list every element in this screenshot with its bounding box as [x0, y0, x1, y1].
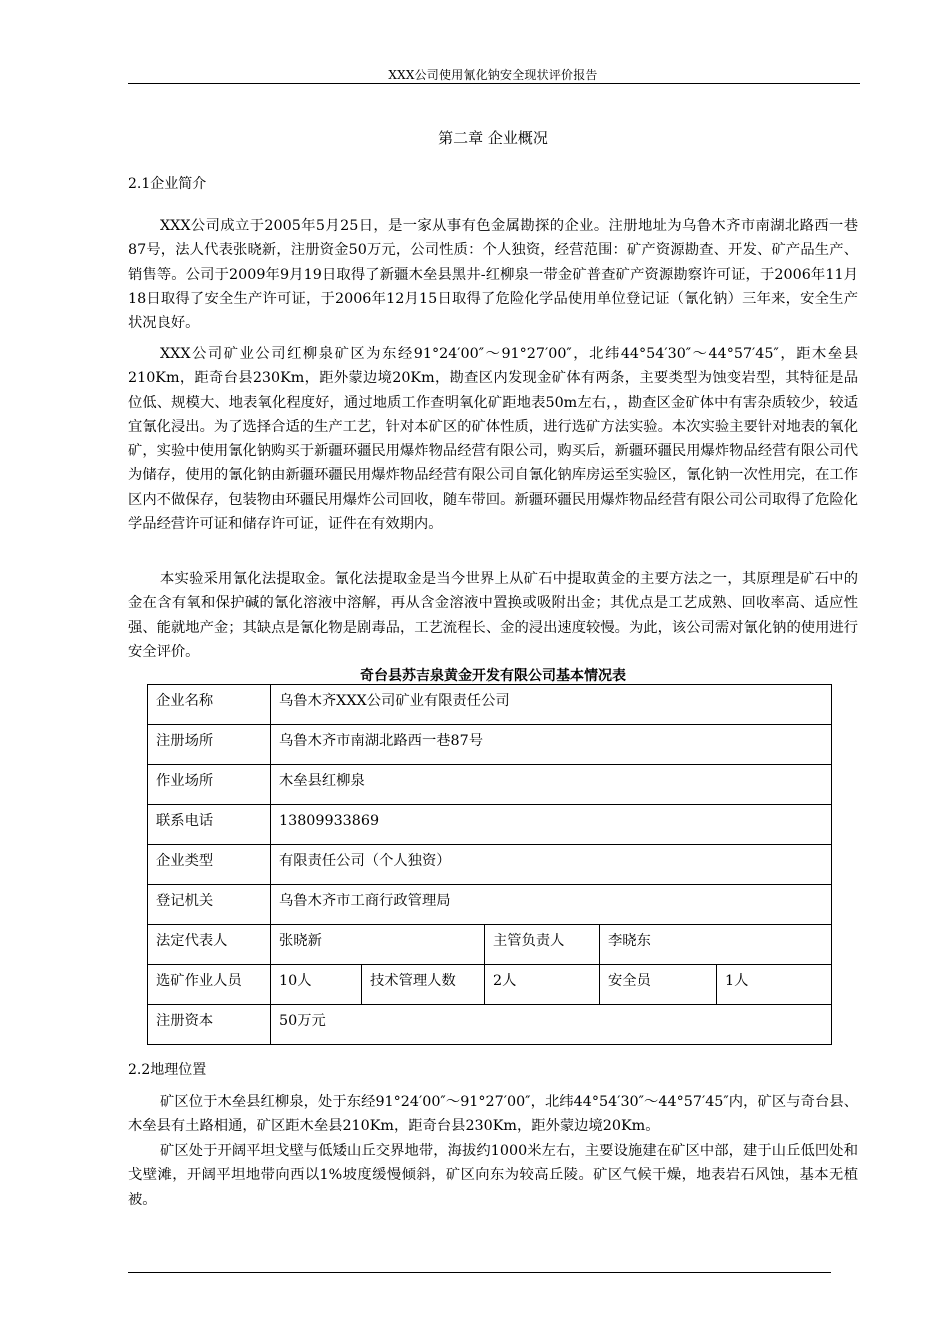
section-heading-2-1: 2.1企业简介 [128, 176, 207, 192]
cell-label: 技术管理人数 [362, 965, 485, 1005]
paragraph-mine-area: XXX公司矿业公司红柳泉矿区为东经91°24′00″～91°27′00″，北纬44°54′30″～44°57′45″，距木垒县210Km，距奇台县230Km，距外蒙边境20Km，勘查区内发现金矿体有两条，主要类型为蚀变岩型，其特征是品位低、规模大、地表氧化程度好，通过地质工作查明氧化矿距地表50m左右，，勘查区金矿体中有害杂质较少，较适宜氰化浸出。为了选择合适的生产工艺，针对本矿区的矿体性质，进行选矿方法实验。本次实验主要针对地表的氧化矿，实验中使用氰化钠购买于新疆环疆民用爆炸物品经营有限公司，购买后，新疆环疆民用爆炸物品经营有限公司代为储存，使用的氰化钠由新疆环疆民用爆炸物品经营有限公司自氰化钠库房运至实验区，氰化钠一次性用完，在工作区内不做保存，包装物由环疆民用爆炸公司回收，随车带回。新疆环疆民用爆炸物品经营有限公司公司取得了危险化学品经营许可证和储存许可证，证件在有效期内。 [128, 346, 858, 533]
paragraph-method: 本实验采用氰化法提取金。氰化法提取金是当今世界上从矿石中提取黄金的主要方法之一，其原理是矿石中的金在含有氧和保护碱的氰化溶液中溶解，再从含金溶液中置换或吸附出金；其优点是工艺成熟、回收率高、适应性强、能就地产金；其缺点是氰化物是剧毒品，工艺流程长、金的浸出速度较慢。为此，该公司需对氰化钠的使用进行安全评价。 [128, 571, 858, 660]
cell-label: 注册场所 [148, 725, 271, 765]
cell-value: 有限责任公司（个人独资） [271, 845, 832, 885]
cell-value: 2人 [485, 965, 600, 1005]
cell-label: 主管负责人 [485, 925, 600, 965]
table-row [148, 885, 832, 925]
table-row [148, 805, 832, 845]
table-row [148, 965, 832, 1005]
cell-value: 乌鲁木齐XXX公司矿业有限责任公司 [271, 685, 832, 725]
cell-label: 选矿作业人员 [148, 965, 271, 1005]
cell-label: 法定代表人 [148, 925, 271, 965]
cell-value: 张晓新 [271, 925, 485, 965]
cell-value: 50万元 [271, 1005, 832, 1045]
header-rule [128, 83, 860, 84]
company-info-table [147, 684, 832, 1045]
cell-value: 10人 [271, 965, 362, 1005]
table-row [148, 1005, 832, 1045]
cell-label: 登记机关 [148, 885, 271, 925]
chapter-title: 第二章 企业概况 [438, 129, 548, 147]
cell-label: 联系电话 [148, 805, 271, 845]
paragraph-intro: XXX公司成立于2005年5月25日，是一家从事有色金属勘探的企业。注册地址为乌鲁木齐市南湖北路西一巷87号，法人代表张晓新，注册资金50万元，公司性质：个人独资，经营范围：矿产资源勘查、开发、矿产品生产、销售等。公司于2009年9月19日取得了新疆木垒县黑井-红柳泉一带金矿普查矿产资源勘察许可证，于2006年11月18日取得了安全生产许可证，于2006年12月15日取得了危险化学品使用单位登记证（氰化钠）三年来，安全生产状况良好。 [128, 218, 858, 332]
table-row [148, 725, 832, 765]
table-title: 奇台县苏吉泉黄金开发有限公司基本情况表 [360, 668, 626, 684]
cell-label: 注册资本 [148, 1005, 271, 1045]
cell-value: 木垒县红柳泉 [271, 765, 832, 805]
section-heading-2-2: 2.2地理位置 [128, 1062, 207, 1078]
cell-label: 安全员 [600, 965, 717, 1005]
paragraph-terrain: 矿区处于开阔平坦戈壁与低矮山丘交界地带，海拔约1000米左右，主要设施建在矿区中部，建于山丘低凹处和戈壁滩，开阔平坦地带向西以1%坡度缓慢倾斜，矿区向东为较高丘陵。矿区气候干燥，地表岩石风蚀，基本无植被。 [128, 1143, 858, 1208]
table-row [148, 845, 832, 885]
footer-rule [128, 1272, 831, 1273]
cell-value: 乌鲁木齐市南湖北路西一巷87号 [271, 725, 832, 765]
cell-value: 13809933869 [271, 805, 832, 845]
cell-value: 1人 [717, 965, 832, 1005]
cell-value: 李晓东 [600, 925, 832, 965]
table-row [148, 685, 832, 725]
table-row [148, 765, 832, 805]
cell-label: 作业场所 [148, 765, 271, 805]
cell-label: 企业名称 [148, 685, 271, 725]
page-header: XXX公司使用氰化钠安全现状评价报告 [388, 68, 598, 82]
cell-label: 企业类型 [148, 845, 271, 885]
cell-value: 乌鲁木齐市工商行政管理局 [271, 885, 832, 925]
paragraph-location: 矿区位于木垒县红柳泉，处于东经91°24′00″～91°27′00″，北纬44°54′30″～44°57′45″内，矿区与奇台县、木垒县有土路相通，矿区距木垒县210Km，距奇台县230Km，距外蒙边境20Km。 [128, 1094, 858, 1135]
table-row [148, 925, 832, 965]
